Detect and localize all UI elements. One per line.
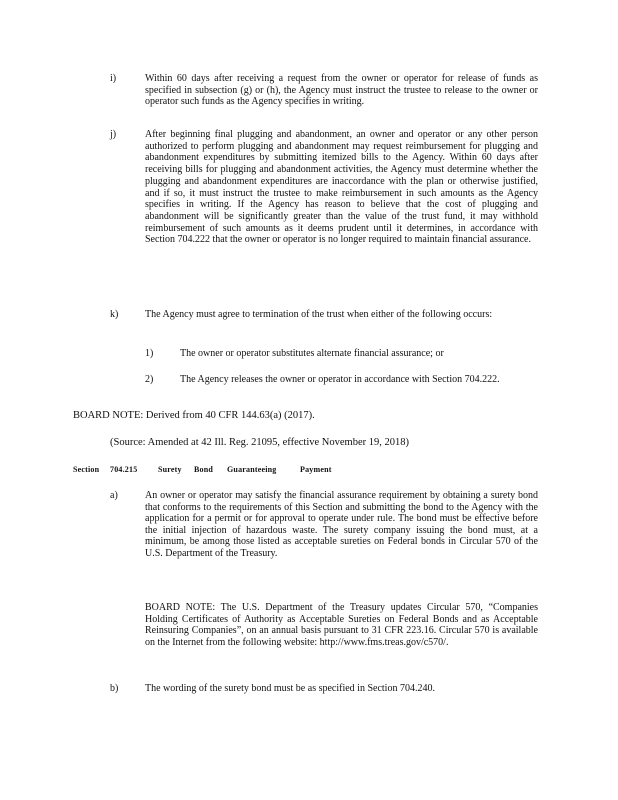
item-text-j: After beginning final plugging and abandonment, an owner and operator or any other person authorized to perform plugging and abandonment may request reimbursement for plugging and abandonment expenditures by submitting itemized bills to the Agency. Within 60 days after receiving bills for plugging and abandonment activities, the Agency must determine whether the plugging and abandonment expenditures are inaccordance with the plan or otherwise justified, and if so, it must instruct the trustee to make reimbursement in such amounts as the Agency specifies in writing. If the Agency has reason to believe that the cost of plugging and abandonment will be significantly greater than the value of the trust fund, it may withhold reimbursement of such amounts as it deems prudent until it determines, in accordance with Section 704.222 that the owner or operator is no longer required to maintain financial assurance. [145, 129, 538, 246]
board-note-circular-570: BOARD NOTE: The U.S. Department of the Treasury updates Circular 570, “Companies Holding Certificates of Authority as Acceptable Sureties on Federal Bonds and as Acceptable Reinsuring Companies”, on an annual basis pursuant to 31 CFR 223.16. Circular 570 is available on the Internet from the following website: http://www.fms.treas.gov/c570/. [145, 602, 538, 648]
subitem-label-2: 2) [145, 374, 154, 385]
section-number: 704.215 [110, 465, 138, 474]
item-label-i: i) [110, 73, 117, 84]
subitem-label-1: 1) [145, 348, 154, 359]
item-text-i: Within 60 days after receiving a request from the owner or operator for release of funds as specified in subsection (g) or (h), the Agency must instruct the trustee to release to the owner or operator such funds as the Agency specifies in writing. [145, 73, 538, 107]
section-item-text-b: The wording of the surety bond must be as specified in Section 704.240. [145, 683, 435, 694]
subitem-text-1: The owner or operator substitutes alternate financial assurance; or [180, 348, 444, 359]
subitem-text-2: The Agency releases the owner or operator in accordance with Section 704.222. [180, 374, 500, 385]
section-title-1: Surety [158, 465, 182, 474]
source-note: (Source: Amended at 42 Ill. Reg. 21095, effective November 19, 2018) [110, 437, 409, 448]
section-item-text-a: An owner or operator may satisfy the financial assurance requirement by obtaining a surety bond that conforms to the requirements of this Section and submitting the bond to the Agency with the application for a permit or for approval to operate under rule. The bond must be effective before the initial injection of hazardous waste. The surety company issuing the bond must, at a minimum, be among those listed as acceptable sureties on Federal bonds in Circular 570 of the U.S. Department of the Treasury. [145, 490, 538, 559]
section-title-3: Guaranteeing [227, 465, 277, 474]
board-note-derived: BOARD NOTE: Derived from 40 CFR 144.63(a) (2017). [73, 410, 315, 421]
item-text-k: The Agency must agree to termination of the trust when either of the following occurs: [145, 309, 493, 320]
section-item-label-a: a) [110, 490, 118, 501]
section-title-4: Payment [300, 465, 332, 474]
section-item-label-b: b) [110, 683, 119, 694]
section-heading [0, 465, 618, 477]
section-title-2: Bond [194, 465, 214, 474]
item-label-k: k) [110, 309, 119, 320]
section-word: Section [73, 465, 100, 474]
item-label-j: j) [110, 129, 117, 140]
